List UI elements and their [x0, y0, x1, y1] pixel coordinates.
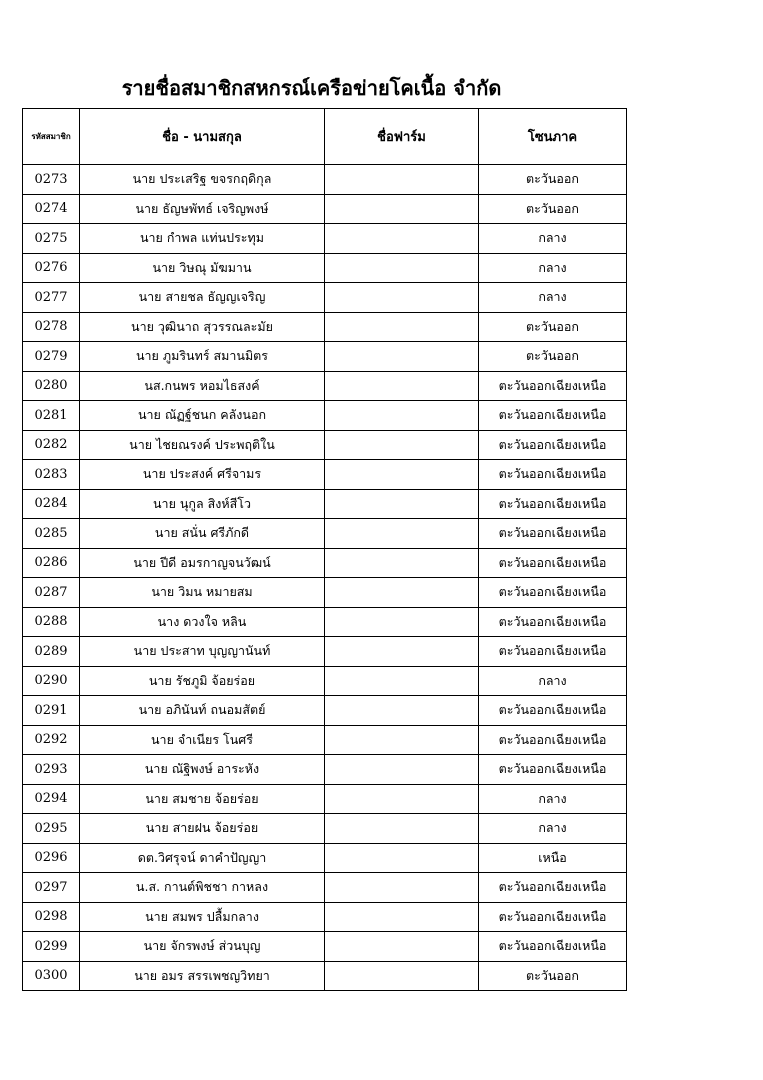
table-body [23, 165, 627, 991]
zone-cell: ตะวันออกเฉียงเหนือ [479, 578, 627, 608]
member-name-cell: นาย สนั่น ศรีภักดี [80, 519, 325, 549]
member-id-cell: 0281 [23, 401, 80, 431]
farm-name-cell [325, 460, 479, 490]
header-name: ชื่อ - นามสกุล [80, 109, 325, 165]
member-id-cell: 0297 [23, 873, 80, 903]
member-name-cell: นาย จักรพงษ์ ส่วนบุญ [80, 932, 325, 962]
table-row [23, 519, 627, 549]
zone-cell: ตะวันออกเฉียงเหนือ [479, 519, 627, 549]
zone-cell: ตะวันออก [479, 342, 627, 372]
member-name-cell: นาย วิษณุ มัฆมาน [80, 253, 325, 283]
member-name-cell: นาย นุกูล สิงห์สีโว [80, 489, 325, 519]
member-name-cell: นาย อภินันท์ ถนอมสัตย์ [80, 696, 325, 726]
zone-cell: ตะวันออกเฉียงเหนือ [479, 430, 627, 460]
table-row [23, 578, 627, 608]
table-row [23, 165, 627, 195]
member-id-cell: 0274 [23, 194, 80, 224]
table-row [23, 932, 627, 962]
member-id-cell: 0279 [23, 342, 80, 372]
member-id-cell: 0276 [23, 253, 80, 283]
member-id-cell: 0299 [23, 932, 80, 962]
table-row [23, 401, 627, 431]
member-id-cell: 0283 [23, 460, 80, 490]
zone-cell: ตะวันออกเฉียงเหนือ [479, 873, 627, 903]
farm-name-cell [325, 961, 479, 991]
farm-name-cell [325, 342, 479, 372]
member-name-cell: นาย สายฝน จ้อยร่อย [80, 814, 325, 844]
zone-cell: ตะวันออกเฉียงเหนือ [479, 696, 627, 726]
member-id-cell: 0282 [23, 430, 80, 460]
farm-name-cell [325, 902, 479, 932]
member-id-cell: 0289 [23, 637, 80, 667]
table-row [23, 253, 627, 283]
farm-name-cell [325, 932, 479, 962]
farm-name-cell [325, 165, 479, 195]
farm-name-cell [325, 312, 479, 342]
table-row [23, 843, 627, 873]
farm-name-cell [325, 637, 479, 667]
table-row [23, 637, 627, 667]
zone-cell: ตะวันออกเฉียงเหนือ [479, 371, 627, 401]
member-id-cell: 0292 [23, 725, 80, 755]
member-id-cell: 0278 [23, 312, 80, 342]
member-id-cell: 0291 [23, 696, 80, 726]
member-id-cell: 0293 [23, 755, 80, 785]
document-title: รายชื่อสมาชิกสหกรณ์เครือข่ายโคเนื้อ จำกัด [121, 76, 502, 100]
table-row [23, 312, 627, 342]
farm-name-cell [325, 873, 479, 903]
member-name-cell: นาย ณัฐิพงษ์ อาระหัง [80, 755, 325, 785]
farm-name-cell [325, 519, 479, 549]
zone-cell: กลาง [479, 784, 627, 814]
member-name-cell: นาย สมพร ปลื้มกลาง [80, 902, 325, 932]
zone-cell: กลาง [479, 253, 627, 283]
member-id-cell: 0294 [23, 784, 80, 814]
member-id-cell: 0300 [23, 961, 80, 991]
table-row [23, 755, 627, 785]
member-id-cell: 0273 [23, 165, 80, 195]
table-row [23, 873, 627, 903]
table-row [23, 902, 627, 932]
zone-cell: ตะวันออกเฉียงเหนือ [479, 489, 627, 519]
farm-name-cell [325, 371, 479, 401]
member-name-cell: นาย สมชาย จ้อยร่อย [80, 784, 325, 814]
zone-cell: ตะวันออกเฉียงเหนือ [479, 902, 627, 932]
member-name-cell: นาย ธัญษพัทธ์ เจริญพงษ์ [80, 194, 325, 224]
farm-name-cell [325, 194, 479, 224]
header-member-id: รหัสสมาชิก [23, 109, 80, 165]
table-row [23, 224, 627, 254]
farm-name-cell [325, 430, 479, 460]
member-name-cell: นาย วุฒินาถ สุวรรณละมัย [80, 312, 325, 342]
member-name-cell: นาย ประเสริฐ ขจรกฤดิกุล [80, 165, 325, 195]
table-row [23, 371, 627, 401]
member-id-cell: 0290 [23, 666, 80, 696]
table-row [23, 548, 627, 578]
zone-cell: ตะวันออกเฉียงเหนือ [479, 725, 627, 755]
table-row [23, 283, 627, 313]
table-row [23, 784, 627, 814]
table-row [23, 607, 627, 637]
farm-name-cell [325, 784, 479, 814]
table-row [23, 696, 627, 726]
member-id-cell: 0287 [23, 578, 80, 608]
table-header [23, 109, 627, 165]
member-id-cell: 0275 [23, 224, 80, 254]
member-id-cell: 0298 [23, 902, 80, 932]
table-row [23, 460, 627, 490]
member-table [22, 108, 627, 991]
farm-name-cell [325, 578, 479, 608]
header-row [23, 109, 627, 165]
member-id-cell: 0296 [23, 843, 80, 873]
member-id-cell: 0285 [23, 519, 80, 549]
zone-cell: ตะวันออกเฉียงเหนือ [479, 607, 627, 637]
member-name-cell: นส.กนพร หอมไธสงค์ [80, 371, 325, 401]
member-name-cell: นาย ประสาท บุญญานันท์ [80, 637, 325, 667]
table-row [23, 342, 627, 372]
table-row [23, 489, 627, 519]
member-id-cell: 0284 [23, 489, 80, 519]
farm-name-cell [325, 548, 479, 578]
member-name-cell: นาย ณัฏฐ์ชนก คลังนอก [80, 401, 325, 431]
member-name-cell: นาย ภูมรินทร์ สมานมิตร [80, 342, 325, 372]
member-id-cell: 0280 [23, 371, 80, 401]
member-name-cell: นาง ดวงใจ หลิน [80, 607, 325, 637]
member-name-cell: นาย ไชยณรงค์ ประพฤติใน [80, 430, 325, 460]
table-row [23, 961, 627, 991]
zone-cell: ตะวันออกเฉียงเหนือ [479, 460, 627, 490]
table-row [23, 194, 627, 224]
zone-cell: ตะวันออกเฉียงเหนือ [479, 401, 627, 431]
zone-cell: ตะวันออก [479, 961, 627, 991]
member-id-cell: 0288 [23, 607, 80, 637]
zone-cell: กลาง [479, 666, 627, 696]
table-row [23, 725, 627, 755]
farm-name-cell [325, 607, 479, 637]
member-name-cell: นาย กำพล แท่นประทุม [80, 224, 325, 254]
header-zone: โซนภาค [479, 109, 627, 165]
farm-name-cell [325, 843, 479, 873]
farm-name-cell [325, 814, 479, 844]
farm-name-cell [325, 725, 479, 755]
zone-cell: ตะวันออกเฉียงเหนือ [479, 548, 627, 578]
header-farm: ชื่อฟาร์ม [325, 109, 479, 165]
table-row [23, 666, 627, 696]
farm-name-cell [325, 696, 479, 726]
table-row [23, 430, 627, 460]
zone-cell: ตะวันออก [479, 194, 627, 224]
table-row [23, 814, 627, 844]
member-id-cell: 0295 [23, 814, 80, 844]
member-name-cell: นาย รัชภูมิ จ้อยร่อย [80, 666, 325, 696]
member-name-cell: นาย วิมน หมายสม [80, 578, 325, 608]
zone-cell: ตะวันออกเฉียงเหนือ [479, 932, 627, 962]
zone-cell: ตะวันออกเฉียงเหนือ [479, 637, 627, 667]
member-name-cell: นาย จำเนียร โนศรี [80, 725, 325, 755]
zone-cell: กลาง [479, 283, 627, 313]
zone-cell: กลาง [479, 814, 627, 844]
farm-name-cell [325, 253, 479, 283]
member-name-cell: น.ส. กานต์พิชชา กาหลง [80, 873, 325, 903]
member-id-cell: 0286 [23, 548, 80, 578]
member-id-cell: 0277 [23, 283, 80, 313]
member-name-cell: ดต.วิศรุจน์ ดาคำปัญญา [80, 843, 325, 873]
farm-name-cell [325, 283, 479, 313]
farm-name-cell [325, 755, 479, 785]
member-name-cell: นาย อมร สรรเพชญวิทยา [80, 961, 325, 991]
member-name-cell: นาย ประสงค์ ศรีจามร [80, 460, 325, 490]
zone-cell: ตะวันออก [479, 312, 627, 342]
zone-cell: ตะวันออก [479, 165, 627, 195]
member-name-cell: นาย สายชล ธัญญเจริญ [80, 283, 325, 313]
farm-name-cell [325, 224, 479, 254]
zone-cell: เหนือ [479, 843, 627, 873]
zone-cell: ตะวันออกเฉียงเหนือ [479, 755, 627, 785]
zone-cell: กลาง [479, 224, 627, 254]
farm-name-cell [325, 666, 479, 696]
member-name-cell: นาย ปีดี อมรกาญจนวัฒน์ [80, 548, 325, 578]
farm-name-cell [325, 489, 479, 519]
farm-name-cell [325, 401, 479, 431]
